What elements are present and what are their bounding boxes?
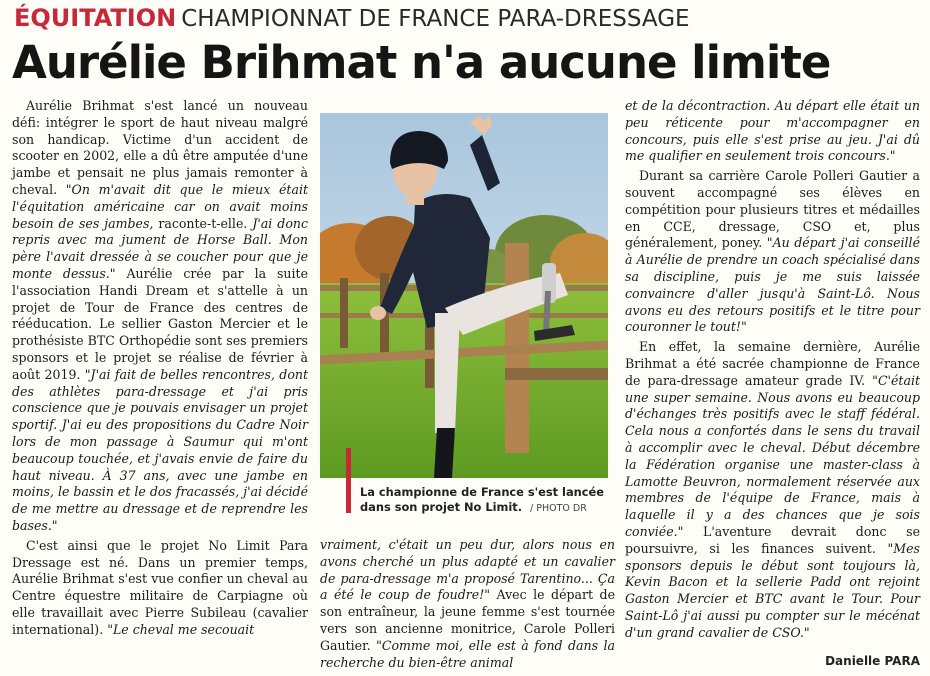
photo-credit: / PHOTO DR <box>530 503 587 514</box>
quote: "Le cheval me secouait <box>107 621 255 637</box>
headline: Aurélie Brihmat n'a aucune limite <box>12 36 831 89</box>
caption-text: La championne de France s'est lancée dans son projet No Limit. <box>360 485 604 514</box>
section-label: ÉQUITATION <box>14 4 177 32</box>
quote: "C'était une super semaine. Nous avons eu beaucoup d'échanges très positifs avec le staff fédéral. Cela nous a confortés dans le sens du travail à accomplir avec le cheval. Début décembre la Fédération organise une master-class à Lamotte Beuvron, normalement réservée aux membres de l'équipe de France, mais à laquelle il y a des chances que je sois conviée." <box>625 372 920 539</box>
quote: vraiment, c'était un peu dur, alors nous en avons cherché un plus adapté et un cavalier de para-dressage m'a proposé Tarentino... Ça a été le coup de foudre!" <box>320 537 615 603</box>
quote: "Comme moi, elle est à fond dans la recherche du bien-être animal <box>320 637 615 670</box>
article-column-3 <box>625 98 920 642</box>
text-run: L'aventure devrait donc se poursuivre, si les finances suivent. <box>625 523 920 556</box>
quote: "J'ai fait de belles rencontres, dont des athlètes para-dressage et j'ai pris conscience que je pouvais envisager un projet sportif. J'ai eu des propositions du Cadre Noir lors de mon passage à Saumur qui m'ont beaucoup touchée, et j'avais envie de faire du haut niveau. À 37 ans, avec une jambe en moins, le bassin et le dos fracassés, j'ai décidé de me mettre au dressage et de reprendre les bases." <box>12 366 308 533</box>
article-column-2 <box>320 537 615 671</box>
photo-caption <box>360 485 615 516</box>
quote: J'ai donc repris avec ma jument de Horse Ball. Mon père l'avait dressée à se coucher pour que je monte dessus." <box>12 215 308 281</box>
paragraph <box>625 98 920 165</box>
text-run: Aurélie Brihmat s'est lancé un nouveau défi: intégrer le sport de haut niveau malgré son handicap. Victime d'un accident de scooter en 2002, elle a dû être amputée d'une jambe et pensait ne plus jamais remonter à cheval. <box>12 98 308 197</box>
text-run: Aurélie crée par la suite l'association Handi Dream et s'attelle à un projet de Tour de France des centres de rééducation. Le sellier Gaston Mercier et le prothésiste BTC Orthopédie sont ses premiers sponsors et le projet se réalise de février à août 2019. <box>12 265 308 382</box>
text-run: C'est ainsi que le projet No Limit Para Dressage est né. Dans un premier temps, Aurélie Brihmat s'est vue confier un cheval au Centre équestre militaire de Carpiagne où elle travaillait avec Pierre Subileau (cavalier international). <box>12 537 308 637</box>
quote: "Mes sponsors depuis le début sont toujours là, Kevin Bacon et la sellerie Padd ont rejoint Gaston Mercier et BTC avant le Tour. Pour Saint-Lô j'ai aussi pu compter sur le mécénat d'un grand cavalier de CSO." <box>625 540 920 640</box>
kicker: CHAMPIONNAT DE FRANCE PARA-DRESSAGE <box>181 6 690 32</box>
rubric <box>14 4 690 36</box>
rider-photo-illustration <box>320 113 608 478</box>
text-run: En effet, la semaine dernière, Aurélie Brihmat a été sacrée championne de France de para-dressage amateur grade IV. <box>625 339 920 388</box>
text-run: raconte-t-elle. <box>153 215 253 231</box>
quote: "Au départ j'ai conseillé à Aurélie de prendre un coach spécialisé dans sa discipline, puis je me suis laissée convaincre d'aller jusqu'à Saint-Lô. Nous avons eu des retours positifs et le titre pour couronner le tout!" <box>625 235 920 335</box>
paragraph <box>320 537 615 671</box>
text-run: Avec le départ de son entraîneur, la jeune femme s'est tournée vers son ancienne monitrice, Carole Polleri Gautier. <box>320 587 616 653</box>
article-column-1 <box>12 98 308 639</box>
text-run: Durant sa carrière Carole Polleri Gautier a souvent accompagné ses élèves en compétition pour plusieurs titres et médailles en CCE, dressage, CSO et, plus généralement, poney. <box>625 168 920 251</box>
caption-accent-bar <box>346 448 351 513</box>
quote: et de la décontraction. Au départ elle était un peu réticente pour m'accompagner en concours, puis elle s'est prise au jeu. J'ai dû me qualifier en seulement trois concours." <box>625 98 920 164</box>
author-byline: Danielle PARA <box>825 654 920 668</box>
paragraph <box>625 339 920 641</box>
quote: "On m'avait dit que le mieux était l'équitation américaine car on avait moins besoin de ses jambes, <box>12 181 308 231</box>
article-photo <box>320 113 608 478</box>
paragraph <box>12 538 308 639</box>
paragraph <box>625 168 920 336</box>
paragraph <box>12 98 308 535</box>
